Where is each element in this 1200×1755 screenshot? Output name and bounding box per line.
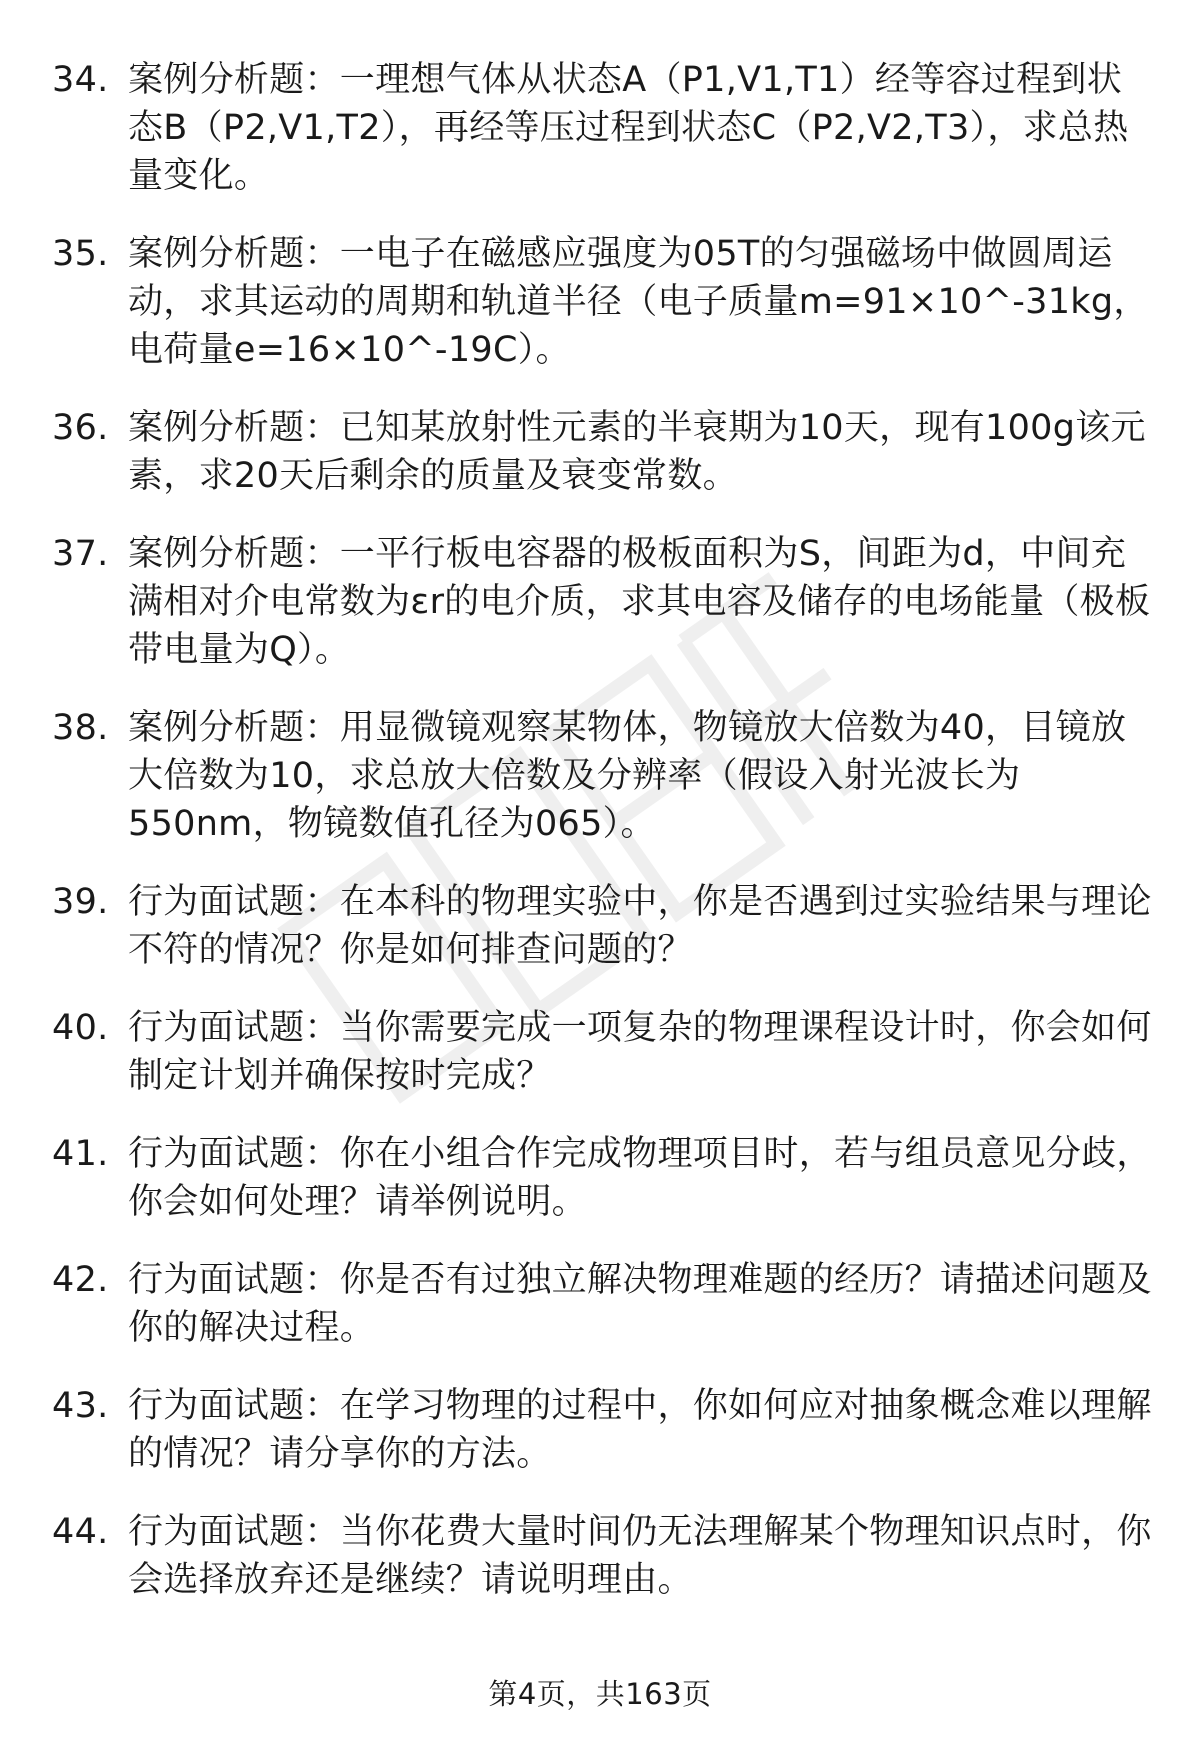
question-item (0, 1004, 1200, 1100)
question-text: 案例分析题：一平行板电容器的极板面积为S，间距为d，中间充满相对介电常数为εr的电介质，求其电容及储存的电场能量（极板带电量为Q）。 (128, 534, 1151, 670)
question-number: 34. (52, 60, 109, 100)
question-number: 42. (52, 1260, 109, 1300)
question-list (0, 56, 1200, 1634)
question-text: 行为面试题：当你需要完成一项复杂的物理课程设计时，你会如何制定计划并确保按时完成？ (128, 1008, 1152, 1096)
question-number: 44. (52, 1512, 109, 1552)
page-number-label: 第4页，共163页 (488, 1677, 712, 1711)
question-text: 案例分析题：用显微镜观察某物体，物镜放大倍数为40，目镜放大倍数为10，求总放大倍数及分辨率（假设入射光波长为550nm，物镜数值孔径为065）。 (128, 708, 1127, 844)
question-item (0, 230, 1200, 374)
question-item (0, 1382, 1200, 1478)
question-text: 案例分析题：一电子在磁感应强度为05T的匀强磁场中做圆周运动，求其运动的周期和轨道半径（电子质量m=91×10^-31kg，电荷量e=16×10^-19C）。 (128, 234, 1149, 370)
question-number: 41. (52, 1134, 109, 1174)
question-item (0, 878, 1200, 974)
question-number: 43. (52, 1386, 109, 1426)
question-text: 行为面试题：在学习物理的过程中，你如何应对抽象概念难以理解的情况？请分享你的方法。 (128, 1386, 1152, 1474)
question-text: 案例分析题：一理想气体从状态A（P1,V1,T1）经等容过程到状态B（P2,V1,T2），再经等压过程到状态C（P2,V2,T3），求总热量变化。 (128, 60, 1129, 196)
question-item (0, 404, 1200, 500)
question-item (0, 1508, 1200, 1604)
question-number: 40. (52, 1008, 109, 1048)
question-text: 行为面试题：你是否有过独立解决物理难题的经历？请描述问题及你的解决过程。 (128, 1260, 1152, 1348)
question-item (0, 704, 1200, 848)
question-text: 行为面试题：在本科的物理实验中，你是否遇到过实验结果与理论不符的情况？你是如何排查问题的？ (128, 882, 1152, 970)
question-item (0, 1256, 1200, 1352)
question-item (0, 530, 1200, 674)
question-text: 案例分析题：已知某放射性元素的半衰期为10天，现有100g该元素，求20天后剩余的质量及衰变常数。 (128, 408, 1146, 496)
question-number: 37. (52, 534, 109, 574)
question-number: 38. (52, 708, 109, 748)
question-number: 36. (52, 408, 109, 448)
question-item (0, 56, 1200, 200)
question-number: 39. (52, 882, 109, 922)
page-footer (0, 1674, 1200, 1714)
question-text: 行为面试题：你在小组合作完成物理项目时，若与组员意见分歧，你会如何处理？请举例说明。 (128, 1134, 1152, 1222)
question-number: 35. (52, 234, 109, 274)
question-text: 行为面试题：当你花费大量时间仍无法理解某个物理知识点时，你会选择放弃还是继续？请说明理由。 (128, 1512, 1152, 1600)
question-item (0, 1130, 1200, 1226)
